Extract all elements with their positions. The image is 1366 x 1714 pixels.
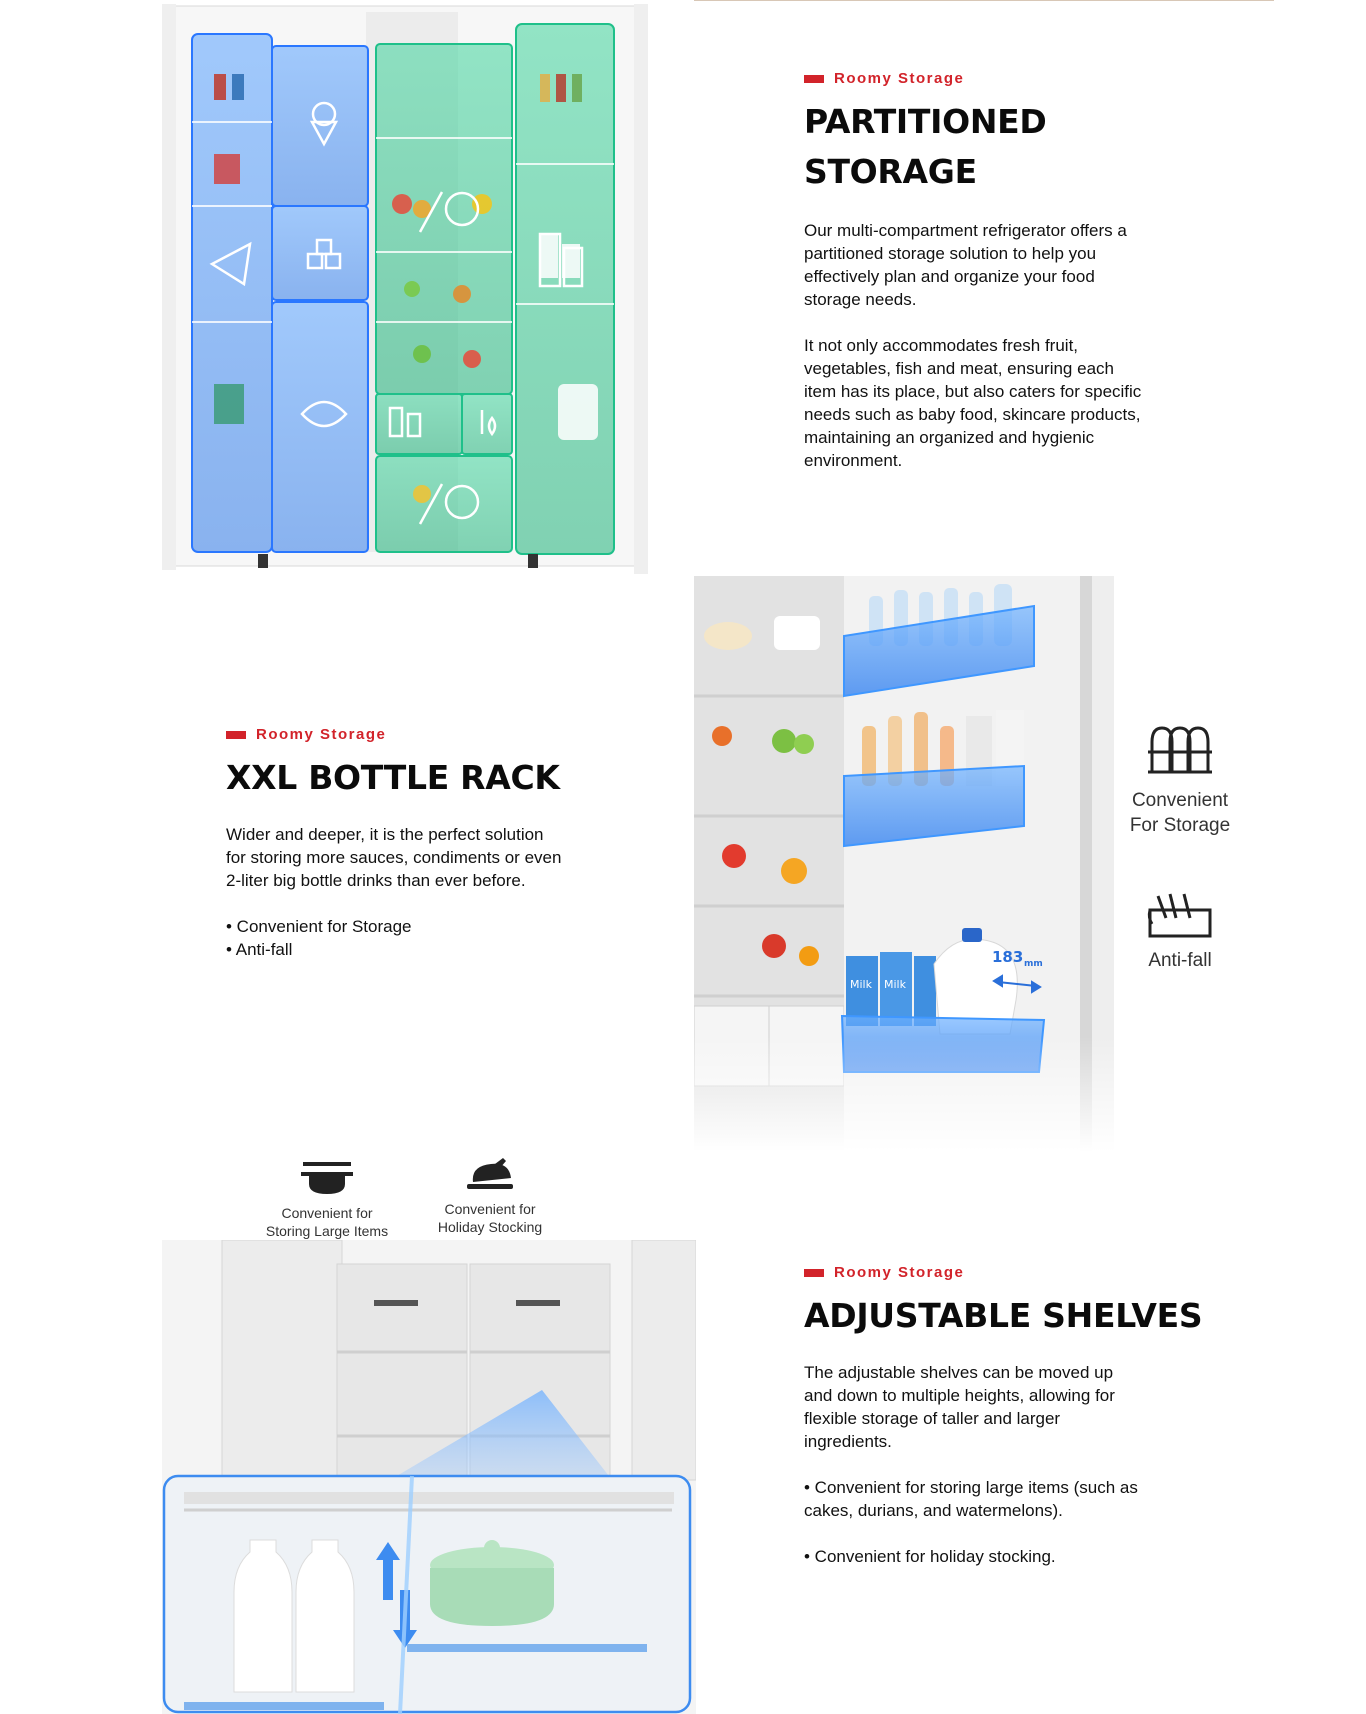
bullet-item: • Anti-fall	[226, 940, 293, 959]
description-paragraph	[804, 1361, 1224, 1453]
icon-caption	[420, 1200, 560, 1236]
text-line: Convenient	[1131, 790, 1229, 811]
text-line: The adjustable shelves can be moved up	[804, 1363, 1114, 1382]
icon-holiday-stocking	[420, 1156, 560, 1236]
roast-chicken-icon	[420, 1156, 560, 1192]
text-line: Wider and deeper, it is the perfect solution	[226, 825, 544, 844]
text-line: vegetables, fish and meat, ensuring each	[804, 359, 1114, 378]
text-line: flexible storage of taller and larger	[804, 1409, 1061, 1428]
section-eyebrow	[226, 726, 626, 743]
text-line: Our multi-compartment refrigerator offers a	[804, 221, 1127, 240]
eyebrow-label: Roomy Storage	[256, 726, 387, 743]
text-line: ingredients.	[804, 1432, 892, 1451]
text-line: 2-liter big bottle drinks than ever before.	[226, 871, 526, 890]
text-line: and down to multiple heights, allowing for	[804, 1386, 1115, 1405]
description-paragraph	[804, 219, 1204, 311]
text-line: storage needs.	[804, 290, 917, 309]
adjustable-shelves-image	[162, 1240, 696, 1714]
icon-caption	[252, 1204, 402, 1240]
text-line: For Storage	[1129, 815, 1231, 836]
section-eyebrow	[804, 70, 1204, 87]
eyebrow-label: Roomy Storage	[834, 70, 965, 87]
description-paragraph	[226, 823, 626, 892]
adjustable-shelves-block	[804, 1264, 1224, 1568]
title-line: STORAGE	[804, 152, 977, 191]
accent-bar	[226, 731, 246, 739]
accent-bar	[804, 1269, 824, 1277]
title-line: PARTITIONED	[804, 102, 1047, 141]
partitioned-fridge-image	[162, 4, 648, 576]
bottle-rack-block	[226, 726, 626, 961]
text-line: maintaining an organized and hygienic	[804, 428, 1095, 447]
text-line: partitioned storage solution to help you	[804, 244, 1097, 263]
text-line: Convenient for	[281, 1205, 373, 1221]
text-line: environment.	[804, 451, 903, 470]
feature-label: Anti-fall	[1148, 950, 1212, 971]
bottles-icon	[1120, 722, 1240, 778]
top-divider	[694, 0, 1274, 1]
bullet-item: • Convenient for holiday stocking.	[804, 1547, 1056, 1566]
icon-large-items	[252, 1160, 402, 1240]
description-paragraph	[804, 334, 1204, 472]
feature-convenient-storage	[1120, 722, 1240, 838]
text-line: Convenient for	[444, 1201, 536, 1217]
text-line: Storing Large Items	[265, 1223, 389, 1239]
text-line: cakes, durians, and watermelons).	[804, 1501, 1063, 1520]
section-title: ADJUSTABLE SHELVES	[804, 1296, 1203, 1335]
section-eyebrow	[804, 1264, 1224, 1281]
accent-bar	[804, 75, 824, 83]
bullet-item: • Convenient for Storage	[226, 917, 412, 936]
section-title	[804, 97, 1204, 197]
text-line: Holiday Stocking	[437, 1219, 543, 1235]
bottle-rack-icon	[1120, 888, 1240, 940]
text-line: needs such as baby food, skincare products,	[804, 405, 1141, 424]
section-title: XXL BOTTLE RACK	[226, 758, 560, 797]
text-line: It not only accommodates fresh fruit,	[804, 336, 1079, 355]
feature-label	[1120, 788, 1240, 838]
bullet-item	[804, 1476, 1224, 1522]
partitioned-storage-block	[804, 70, 1204, 472]
text-line: for storing more sauces, condiments or even	[226, 848, 562, 867]
eyebrow-label: Roomy Storage	[834, 1264, 965, 1281]
feature-anti-fall	[1120, 888, 1240, 973]
text-line: • Convenient for storing large items (such as	[804, 1478, 1138, 1497]
bottle-rack-image	[694, 576, 1114, 1152]
pot-icon	[252, 1160, 402, 1196]
text-line: effectively plan and organize your food	[804, 267, 1095, 286]
text-line: item has its place, but also caters for specific	[804, 382, 1142, 401]
bullet-list	[226, 915, 626, 961]
